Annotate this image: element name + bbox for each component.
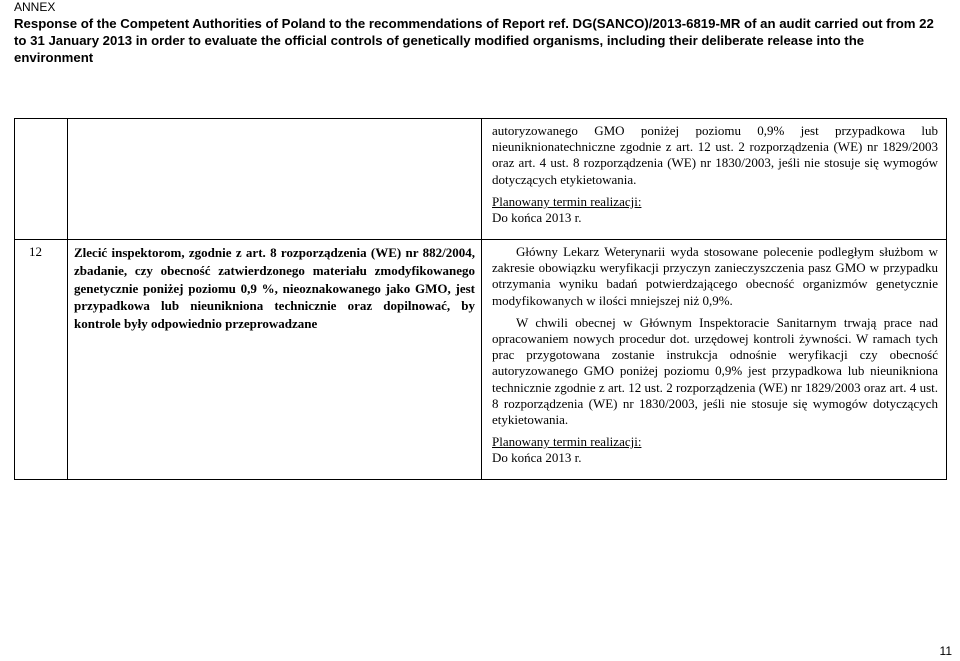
deadline-value: Do końca 2013 r.: [492, 210, 582, 226]
row-number-cell: [15, 119, 68, 240]
row-number-cell: 12: [15, 240, 68, 480]
annex-label: ANNEX: [14, 0, 56, 14]
recommendation-cell: [68, 240, 482, 480]
response-paragraph: autoryzowanego GMO poniżej poziomu 0,9% jest przypadkowa lub nieuniknionatechniczne zgodnie z art. 12 ust. 2 rozporządzenia (WE) nr 1829/2003 oraz art. 4 ust. 8 rozporządzenia (WE) nr 1830/2003, jeśli nie stosuje się wymogów dotyczących etykietowania.: [492, 123, 938, 187]
recommendation-text: Zlecić inspektorom, zgodnie z art. 8 rozporządzenia (WE) nr 882/2004, zbadanie, czy obecność zatwierdzonego materiału zmodyfikowanego genetycznie poniżej poziomu 0,9 %, nieoznakowanego jako GMO, jest przypadkowa lub nieunikniona technicznie oraz dopilnować, by kontrole były odpowiednio przeprowadzane: [74, 245, 475, 332]
page-header: [14, 0, 946, 66]
recommendation-cell: [68, 119, 482, 240]
deadline-value: Do końca 2013 r.: [492, 450, 582, 466]
page-number: 11: [939, 644, 952, 658]
deadline-label: Planowany termin realizacji:: [492, 193, 642, 209]
response-paragraph: Główny Lekarz Weterynarii wyda stosowane polecenie podległym służbom w zakresie obowiązku weryfikacji przyczyn zanieczyszczenia pasz GMO w przypadku otrzymania wyniku badań potwierdzającego obecność organizmów genetycznie modyfikowanych w ilości mniejszej niż 0,9%.: [492, 244, 938, 308]
table-row: [15, 119, 947, 240]
recommendations-table: [14, 118, 947, 480]
response-cell: [482, 240, 947, 480]
deadline-label: Planowany termin realizacji:: [492, 434, 642, 450]
response-paragraph: W chwili obecnej w Głównym Inspektoracie Sanitarnym trwają prace nad opracowaniem nowych procedur dot. urzędowej kontroli żywności. W ramach tych prac przygotowana zostanie instrukcja odnośnie weryfikacji czy obecność autoryzowanego GMO poniżej poziomu 0,9% jest przypadkowa lub nieunikniona technicznie zgodnie z art. 12 ust. 2 rozporządzenia (WE) nr 1829/2003 oraz art. 4 ust. 8 rozporządzenia (WE) nr 1830/2003, jeśli nie stosuje się wymogów dotyczących etykietowania.: [492, 314, 938, 428]
document-title: Response of the Competent Authorities of Poland to the recommendations of Report ref. DG(SANCO)/2013-6819-MR of an audit carried out from 22 to 31 January 2013 in order to evaluate the official controls of genetically modified organisms, including their deliberate release into the environment: [14, 16, 934, 65]
response-cell: [482, 119, 947, 240]
table-row: [15, 240, 947, 480]
